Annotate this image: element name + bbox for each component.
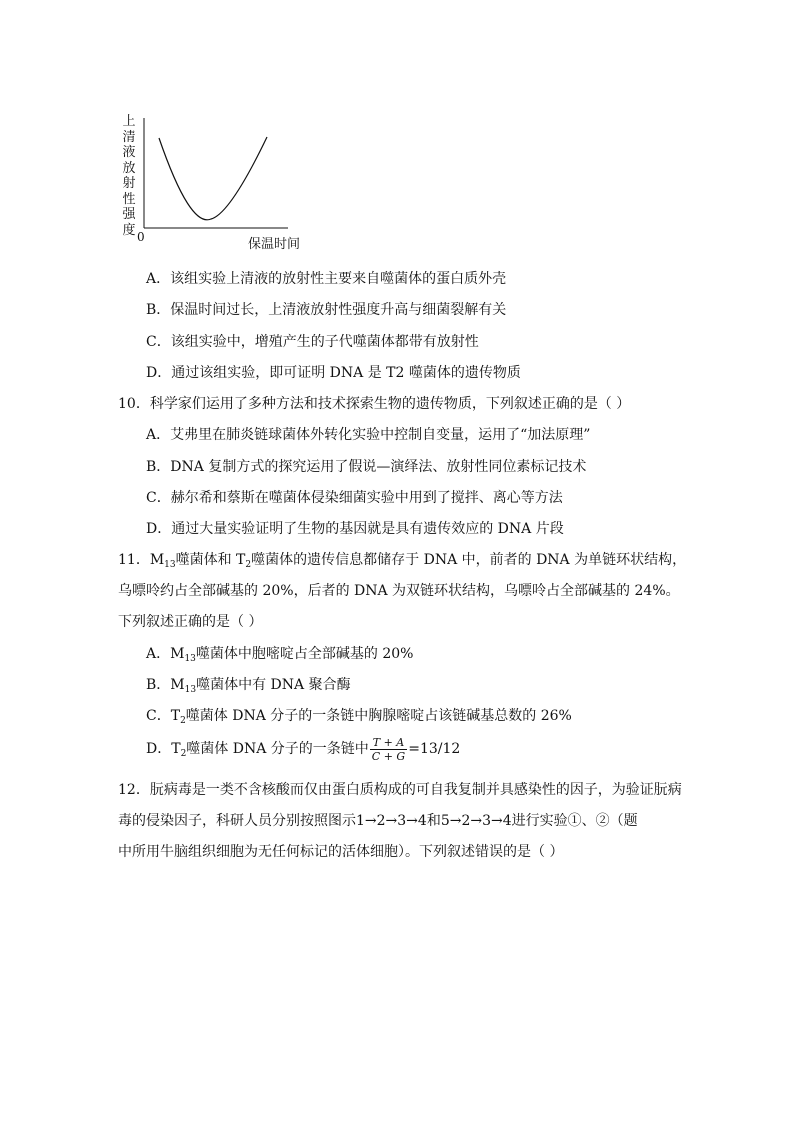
q11-stem-line2: 乌嘌呤约占全部碱基的 20%，后者的 DNA 为双链环状结构，乌嘌呤占全部碱基的 24%。 [118, 583, 680, 599]
q12-stem-line1: 12．朊病毒是一类不含核酸而仅由蛋白质构成的可自我复制并具感染性的因子，为验证朊病 [118, 782, 682, 798]
q11-stem-part3: 噬菌体的遗传信息都储存于 DNA 中，前者的 DNA 为单链环状结构， [251, 552, 687, 568]
q11-option-a-text: 噬菌体中胞嘧啶占全部碱基的 20% [195, 646, 414, 662]
y-axis-label: 上清液放射性强度 [122, 114, 136, 238]
q11-subscript-2: 2 [245, 560, 252, 570]
q9-option-d: D．通过该组实验，即可证明 DNA 是 T2 噬菌体的遗传物质 [146, 365, 521, 381]
q12-stem-line3: 中所用牛脑组织细胞为无任何标记的活体细胞）。下列叙述错误的是（ ） [118, 844, 564, 860]
q10-option-a: A．艾弗里在肺炎链球菌体外转化实验中控制自变量，运用了“加法原理” [146, 427, 591, 443]
u-curve [159, 137, 267, 220]
q11-option-b [146, 676, 351, 699]
fraction-denominator: C + G [371, 749, 406, 763]
q11-option-d [146, 735, 460, 768]
q11-option-c-text: 噬菌体 DNA 分子的一条链中胸腺嘧啶占该链碱基总数的 26% [185, 708, 572, 724]
q11-option-d-value: =13/12 [408, 741, 461, 757]
q9-option-c: C．该组实验中，增殖产生的子代噬菌体都带有放射性 [146, 334, 479, 350]
fraction [370, 736, 407, 763]
q11-option-a-prefix: A．M [146, 646, 185, 662]
q10-option-c: C．赫尔希和蔡斯在噬菌体侵染细菌实验中用到了搅拌、离心等方法 [146, 490, 563, 506]
q11-option-c-prefix: C．T [146, 708, 181, 724]
q11-option-d-sub: 2 [180, 749, 187, 759]
q11-option-c [146, 707, 572, 730]
q11-stem-part1: 11．M [118, 552, 165, 568]
q11-option-b-sub: 13 [184, 685, 197, 695]
q10-stem: 10．科学家们运用了多种方法和技术探索生物的遗传物质，下列叙述正确的是（ ） [118, 396, 631, 412]
q11-option-a [146, 645, 413, 668]
fraction-numerator: T + A [370, 736, 407, 750]
q11-option-b-text: 噬菌体中有 DNA 聚合酶 [196, 677, 351, 693]
q11-stem-line1 [118, 551, 686, 574]
q11-stem-line3: 下列叙述正确的是（ ） [118, 614, 263, 630]
q10-option-d: D．通过大量实验证明了生物的基因就是具有遗传效应的 DNA 片段 [146, 521, 564, 537]
q11-option-c-sub: 2 [180, 716, 186, 726]
q11-subscript-13: 13 [164, 560, 176, 570]
origin-label: 0 [137, 230, 145, 244]
q9-option-a: A．该组实验上清液的放射性主要来自噬菌体的蛋白质外壳 [146, 271, 507, 287]
x-axis-label: 保温时间 [248, 237, 301, 252]
q11-option-a-sub: 13 [184, 654, 196, 664]
q11-option-b-prefix: B．M [146, 677, 185, 693]
q10-option-b: B．DNA 复制方式的探究运用了假说—演绎法、放射性同位素标记技术 [146, 459, 587, 475]
q9-option-b: B．保温时间过长，上清液放射性强度升高与细菌裂解有关 [146, 302, 507, 318]
q12-stem-line2: 毒的侵染因子，科研人员分别按照图示1→2→3→4和5→2→3→4进行实验①、②（题 [118, 813, 638, 829]
q11-option-d-text: 噬菌体 DNA 分子的一条链中 [186, 741, 369, 757]
q11-stem-part2: 噬菌体和 T [175, 552, 246, 568]
q11-option-d-prefix: D．T [146, 741, 181, 757]
